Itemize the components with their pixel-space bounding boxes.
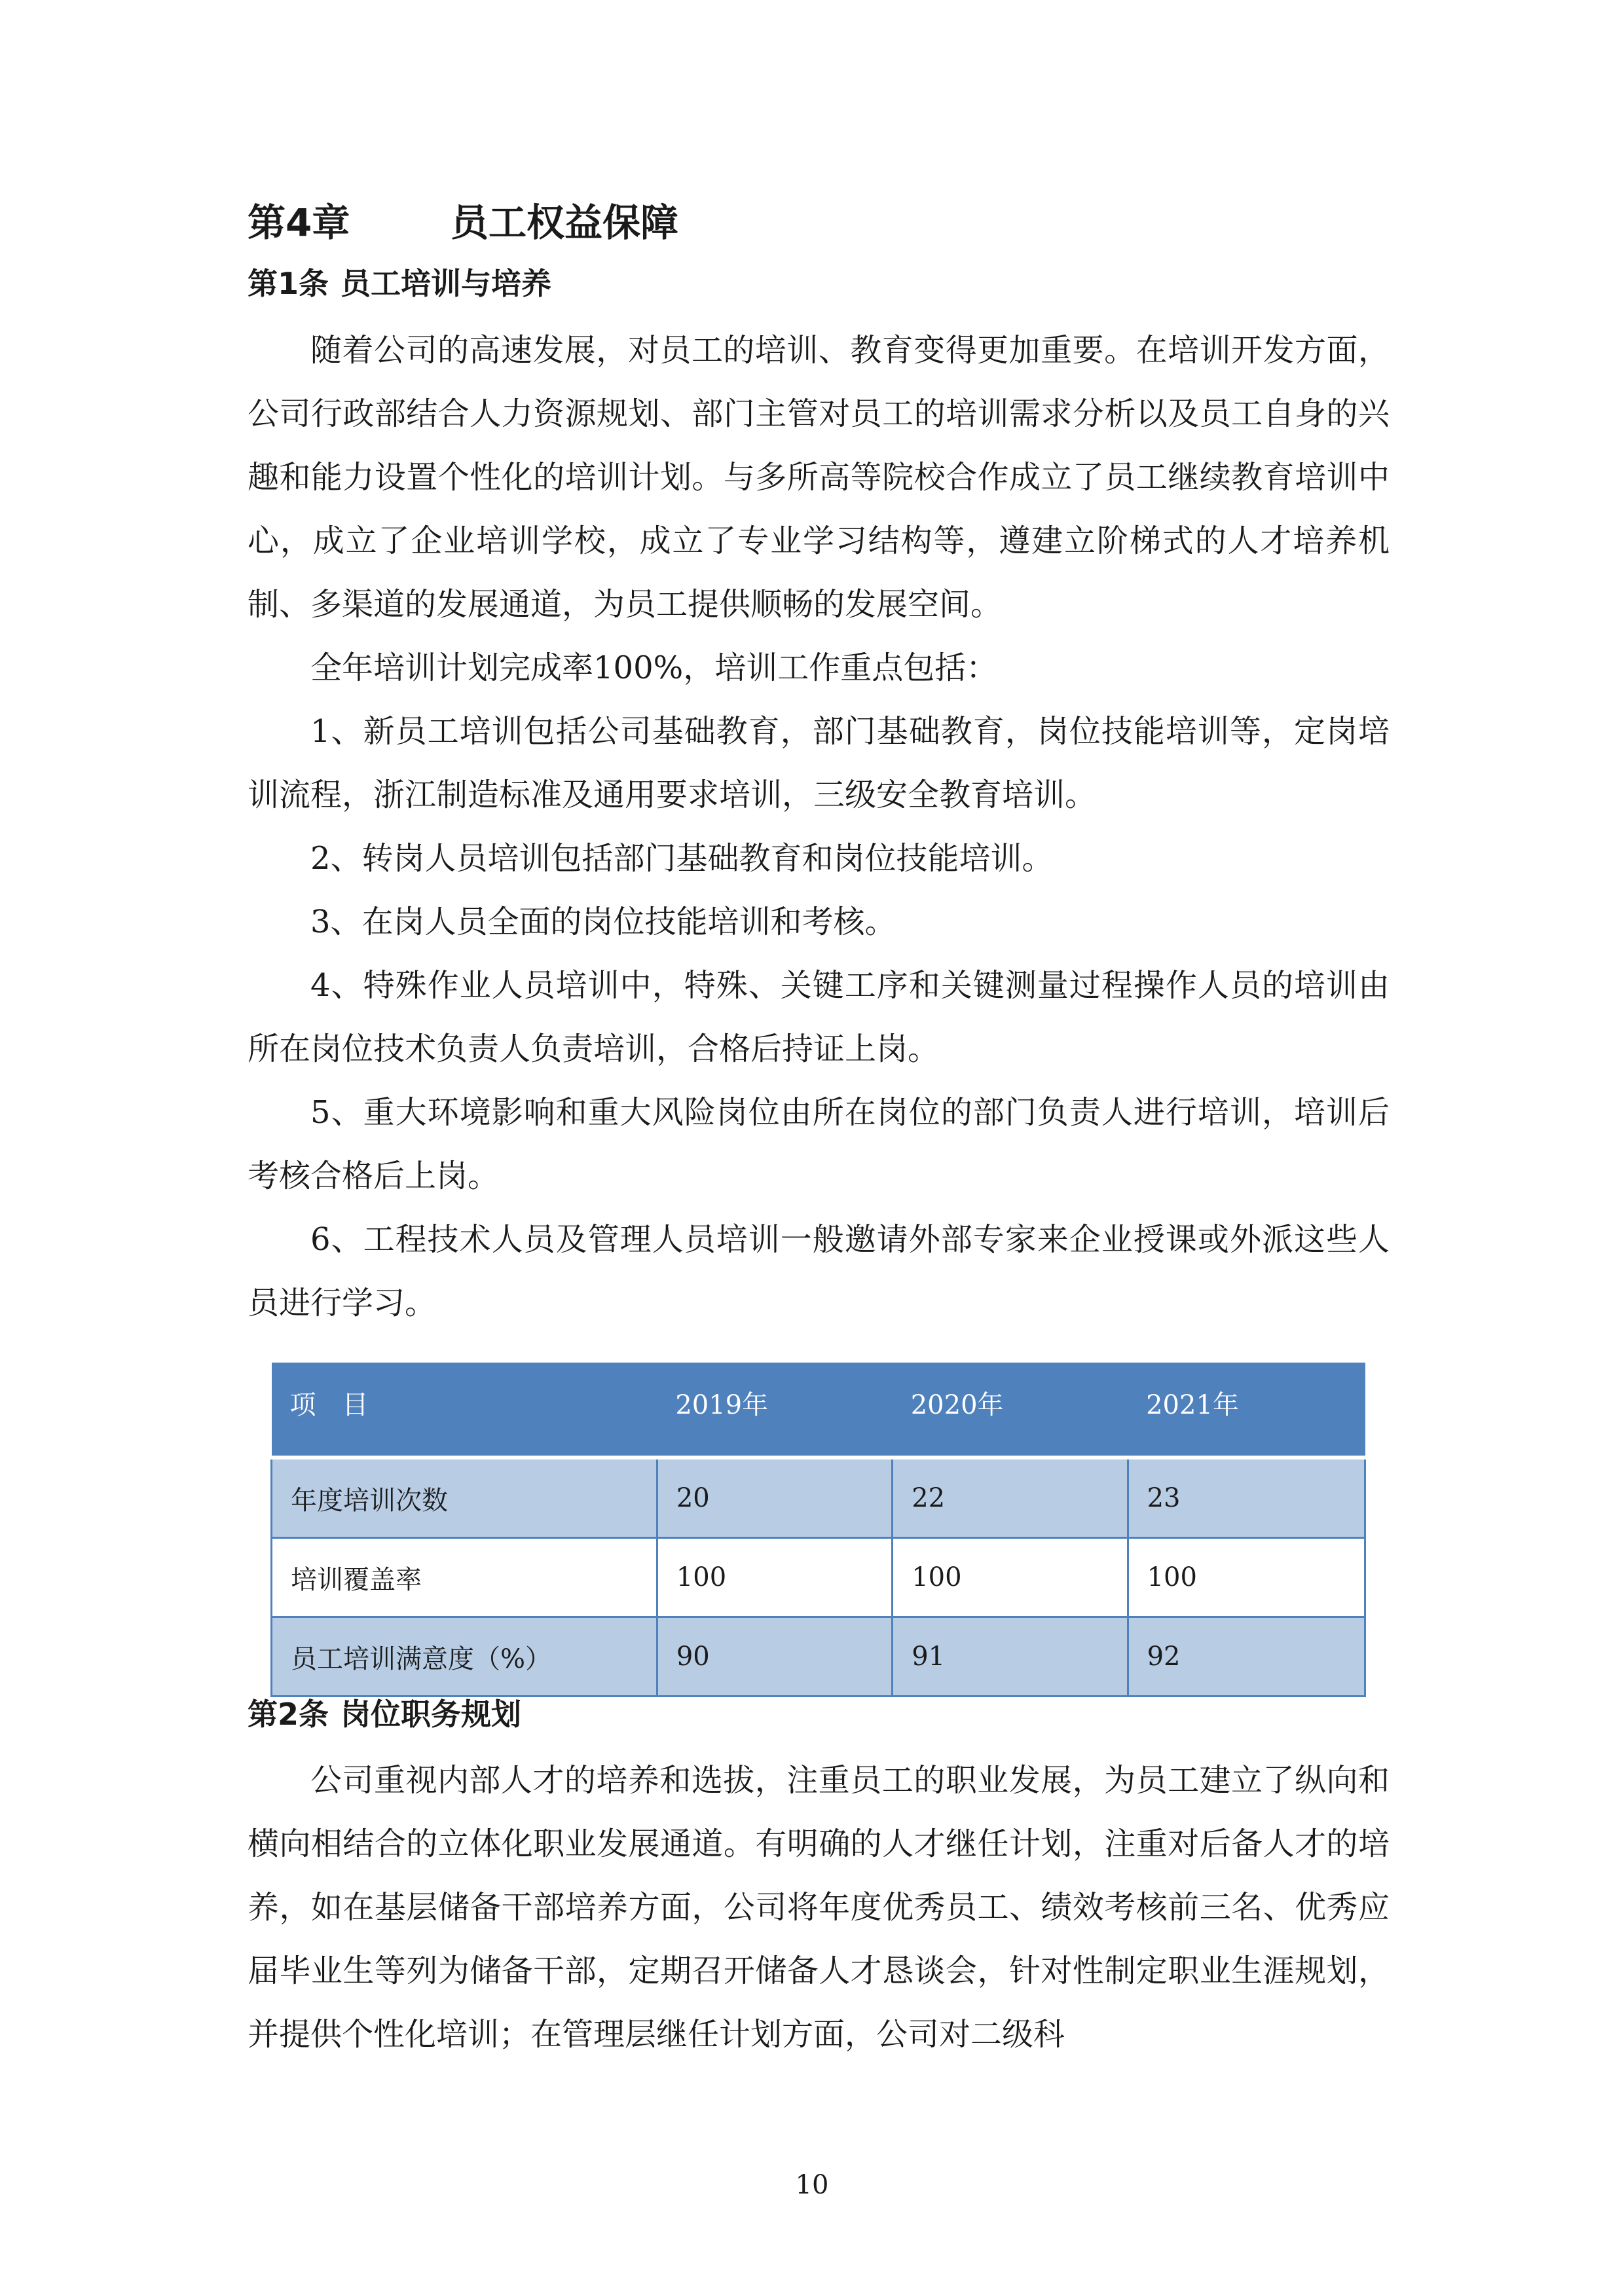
table-cell: 22	[893, 1458, 1128, 1538]
chapter-heading	[248, 196, 1426, 249]
list-item: 3、在岗人员全面的岗位技能培训和考核。	[310, 904, 896, 940]
table-header-cell: 2019年	[657, 1363, 892, 1458]
table-cell: 年度培训次数	[272, 1458, 657, 1538]
section-1-heading	[248, 261, 1426, 306]
table-cell: 员工培训满意度（%）	[272, 1617, 657, 1697]
table-cell: 培训覆盖率	[272, 1538, 657, 1617]
table-cell: 100	[1128, 1538, 1365, 1617]
chapter-number: 第4章	[248, 200, 350, 245]
list-item: 1、新员工培训包括公司基础教育，部门基础教育，岗位技能培训等，定岗培训流程，浙江制造标准及通用要求培训，三级安全教育培训。	[248, 713, 1390, 813]
section-1-title: 员工培训与培养	[341, 266, 552, 301]
chapter-title: 员工权益保障	[451, 200, 679, 245]
table-cell: 100	[893, 1538, 1128, 1617]
table-cell: 23	[1128, 1458, 1365, 1538]
table-row	[272, 1538, 1365, 1617]
table-cell: 90	[657, 1617, 892, 1697]
paragraph: 随着公司的高速发展，对员工的培训、教育变得更加重要。在培训开发方面，公司行政部结合人力资源规划、部门主管对员工的培训需求分析以及员工自身的兴趣和能力设置个性化的培训计划。与多所高等院校合作成立了员工继续教育培训中心，成立了企业培训学校，成立了专业学习结构等，遵建立阶梯式的人才培养机制、多渠道的发展通道，为员工提供顺畅的发展空间。	[248, 332, 1390, 623]
table-row	[272, 1617, 1365, 1697]
table-row	[272, 1458, 1365, 1538]
paragraph: 全年培训计划完成率100%，培训工作重点包括：	[310, 650, 998, 686]
section-2-number: 第2条	[248, 1697, 329, 1732]
list-item: 4、特殊作业人员培训中，特殊、关键工序和关键测量过程操作人员的培训由所在岗位技术负责人负责培训，合格后持证上岗。	[248, 967, 1390, 1067]
list-item: 2、转岗人员培训包括部门基础教育和岗位技能培训。	[310, 840, 1054, 877]
table-cell: 91	[893, 1617, 1128, 1697]
section-1-number: 第1条	[248, 266, 329, 301]
table-header-cell: 2020年	[893, 1363, 1128, 1458]
section-2-title: 岗位职务规划	[341, 1697, 522, 1732]
table-cell: 92	[1128, 1617, 1365, 1697]
training-stats-table	[270, 1363, 1366, 1697]
table-header-row	[272, 1363, 1365, 1458]
table-cell: 100	[657, 1538, 892, 1617]
table-header-cell: 项 目	[272, 1363, 657, 1458]
page-number: 10	[795, 2170, 829, 2200]
table-cell: 20	[657, 1458, 892, 1538]
list-item: 6、工程技术人员及管理人员培训一般邀请外部专家来企业授课或外派这些人员进行学习。	[248, 1221, 1390, 1321]
section-2-heading	[248, 1691, 1426, 1737]
table-header-cell: 2021年	[1128, 1363, 1365, 1458]
paragraph: 公司重视内部人才的培养和选拔，注重员工的职业发展，为员工建立了纵向和横向相结合的立体化职业发展通道。有明确的人才继任计划，注重对后备人才的培养，如在基层储备干部培养方面，公司将年度优秀员工、绩效考核前三名、优秀应届毕业生等列为储备干部，定期召开储备人才恳谈会，针对性制定职业生涯规划，并提供个性化培训；在管理层继任计划方面，公司对二级科	[248, 1762, 1390, 2053]
list-item: 5、重大环境影响和重大风险岗位由所在岗位的部门负责人进行培训，培训后考核合格后上岗。	[248, 1094, 1390, 1194]
